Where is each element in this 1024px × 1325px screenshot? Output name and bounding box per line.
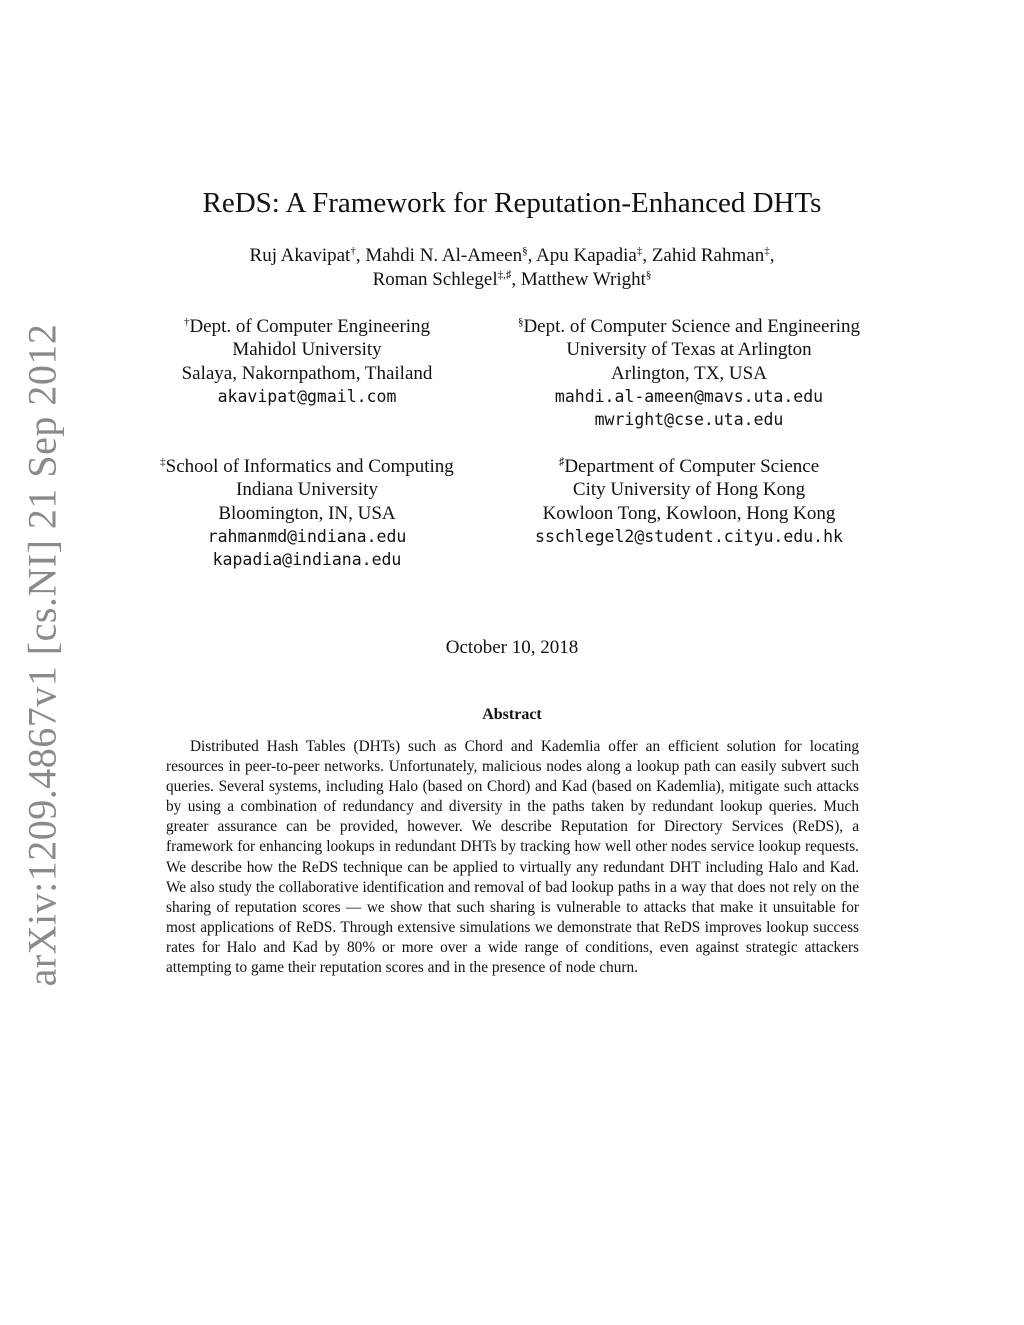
affiliation-indiana	[127, 455, 487, 571]
author-affiliation-mark: §	[522, 245, 528, 257]
author-line-1	[0, 244, 1024, 268]
affiliation-email: mwright@cse.uta.edu	[594, 410, 784, 430]
author-separator: ,	[355, 245, 366, 266]
author-name: Roman Schlegel	[372, 269, 498, 290]
affiliation-mark: †	[183, 316, 190, 328]
affiliation-mark: ‡	[160, 456, 166, 468]
affiliation-email: mahdi.al-ameen@mavs.uta.edu	[554, 386, 824, 406]
affiliation-mark: ♯	[558, 456, 565, 468]
affiliation-location: Kowloon Tong, Kowloon, Hong Kong	[542, 502, 836, 524]
author-affiliation-mark: †	[350, 245, 356, 257]
author-name: Zahid Rahman	[651, 245, 765, 266]
author-name: Matthew Wright	[520, 269, 646, 290]
affiliation-cityu	[509, 455, 869, 548]
author-affiliation-mark: ‡	[636, 245, 643, 257]
affiliation-location: Arlington, TX, USA	[611, 362, 767, 384]
author-separator: ,	[642, 245, 652, 266]
author-separator: ,	[527, 245, 537, 266]
abstract-heading: Abstract	[482, 706, 542, 723]
affiliation-department	[127, 315, 487, 338]
paper-title: ReDS: A Framework for Reputation-Enhanced DHTs	[202, 187, 822, 219]
affiliation-mahidol	[127, 315, 487, 408]
author-line-2	[0, 268, 1024, 292]
affiliation-department-text: School of Informatics and Computing	[165, 456, 454, 477]
affiliation-department	[127, 455, 487, 478]
author-affiliation-mark: §	[645, 269, 652, 281]
affiliation-email: kapadia@indiana.edu	[212, 550, 402, 570]
affiliation-location: Salaya, Nakornpathom, Thailand	[181, 362, 433, 384]
affiliation-department-text: Dept. of Computer Engineering	[189, 316, 431, 337]
affiliation-department-text: Dept. of Computer Science and Engineering	[523, 316, 861, 337]
abstract-text: Distributed Hash Tables (DHTs) such as Chord and Kademlia offer an efficient solution for locating resources in peer-to-peer networks. Unfortunately, malicious nodes along a lookup path can easily subvert such queries. Several systems, including Halo (based on Chord) and Kad (based on Kademlia), mitigate such attacks by using a combination of redundancy and diversity in the paths taken by redundant lookup queries. Much greater assurance can be provided, however. We describe Reputation for Directory Services (ReDS), a framework for enhancing lookups in redundant DHTs by tracking how well other nodes service lookup requests. We describe how the ReDS technique can be applied to virtually any redundant DHT including Halo and Kad. We also study the collaborative identification and removal of bad lookup paths in a way that does not rely on the sharing of reputation scores — we show that such sharing is vulnerable to attacks that make it unsuitable for most applications of ReDS. Through extensive simulations we demonstrate that ReDS improves lookup success rates for Halo and Kad by 80% or more over a wide range of conditions, even against strategic attackers attempting to game their reputation scores and in the presence of node churn.	[166, 738, 859, 977]
affiliation-department-text: Department of Computer Science	[564, 456, 820, 477]
author-name: Mahdi N. Al-Ameen	[365, 245, 523, 266]
affiliation-email: akavipat@gmail.com	[217, 386, 397, 406]
affiliation-email: rahmanmd@indiana.edu	[207, 526, 407, 546]
author-affiliation-mark: ‡	[764, 245, 770, 257]
affiliation-email: sschlegel2@student.cityu.edu.hk	[535, 526, 843, 546]
arxiv-identifier-stamp: arXiv:1209.4867v1 [cs.NI] 21 Sep 2012	[19, 323, 65, 987]
affiliation-uta	[509, 315, 869, 431]
author-affiliation-mark: ‡,♯	[497, 269, 512, 281]
affiliation-department	[509, 455, 869, 478]
author-separator: ,	[511, 269, 521, 290]
author-list	[0, 244, 1024, 292]
affiliation-institution: Mahidol University	[232, 339, 382, 361]
author-name: Ruj Akavipat	[249, 245, 351, 266]
affiliation-department	[509, 315, 869, 338]
author-separator: ,	[769, 245, 775, 266]
affiliation-institution: Indiana University	[236, 479, 378, 501]
affiliation-mark: §	[517, 316, 524, 328]
paper-date: October 10, 2018	[445, 637, 579, 658]
author-name: Apu Kapadia	[536, 245, 637, 266]
affiliation-location: Bloomington, IN, USA	[218, 502, 396, 524]
affiliation-institution: University of Texas at Arlington	[566, 339, 812, 361]
affiliation-institution: City University of Hong Kong	[572, 479, 806, 501]
